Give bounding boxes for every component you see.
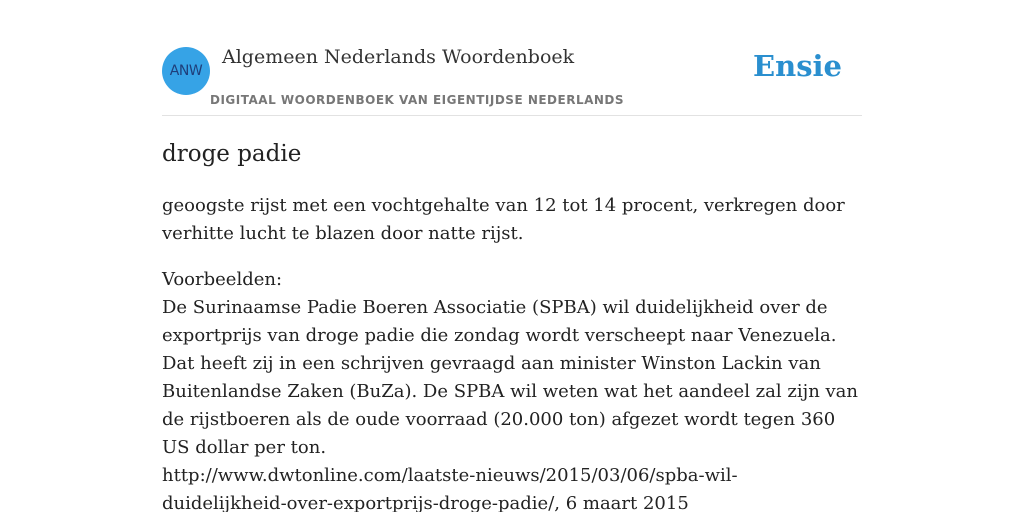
entry-content <box>162 136 862 512</box>
example-text: De Surinaamse Padie Boeren Associatie (SPBA) wil duidelijkheid over de exportprijs van droge padie die zondag wordt verscheept naar Venezuela. Dat heeft zij in een schrijven gevraagd aan minister Winston Lackin van Buitenlandse Zaken (BuZa). De SPBA wil weten wat het aandeel zal zijn van de rijstboeren als de oude voorraad (20.000 ton) afgezet wordt tegen 360 US dollar per ton. <box>162 297 859 458</box>
examples-section <box>162 266 862 512</box>
examples-heading: Voorbeelden: <box>162 269 283 290</box>
site-header <box>162 40 862 116</box>
anw-logo[interactable] <box>162 47 210 95</box>
logo-text: ANW <box>169 63 203 79</box>
entry-term: droge padie <box>162 141 302 167</box>
site-subtitle: DIGITAAL WOORDENBOEK VAN EIGENTIJDSE NEDERLANDS <box>210 93 625 107</box>
entry-definition: geoogste rijst met een vochtgehalte van 12 tot 14 procent, verkregen door verhitte lucht te blazen door natte rijst. <box>162 195 845 244</box>
ensie-brand-logo[interactable]: Ensie <box>753 49 842 83</box>
example-source: http://www.dwtonline.com/laatste-nieuws/2015/03/06/spba-wil-duidelijkheid-over-exportprijs-droge-padie/, 6 maart 2015 <box>162 465 738 512</box>
site-title[interactable]: Algemeen Nederlands Woordenboek <box>222 46 575 68</box>
